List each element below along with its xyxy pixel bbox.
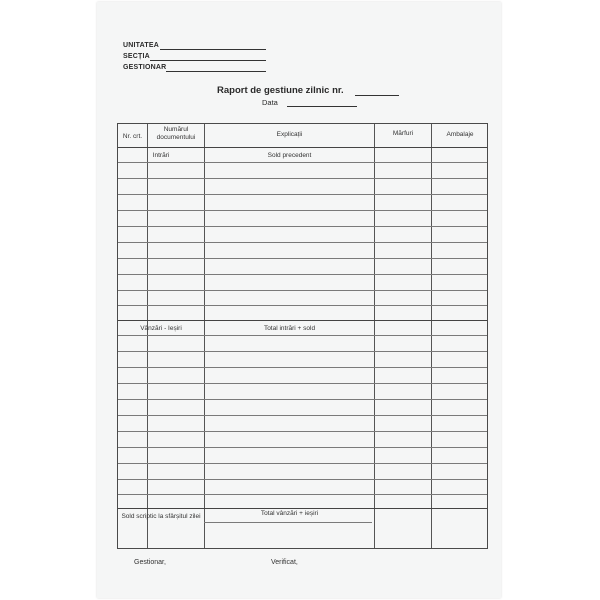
gestionar-label: GESTIONAR [123, 64, 167, 71]
unitatea-label: UNITATEA [123, 42, 159, 49]
row-divider [118, 147, 487, 148]
gestionar-field[interactable] [166, 71, 266, 72]
sectia-label: SECȚIA [123, 53, 150, 60]
footer-verificat: Verificat, [271, 559, 298, 566]
row-divider [118, 178, 487, 179]
row-divider [118, 399, 487, 400]
row-divider [118, 351, 487, 352]
row-divider [118, 431, 487, 432]
row-divider [118, 463, 487, 464]
sold-precedent-label: Sold precedent [267, 152, 312, 159]
report-number-field[interactable] [355, 95, 399, 96]
footer-gestionar: Gestionar, [134, 559, 166, 566]
section-divider [118, 508, 487, 509]
col-header-nr: Nr. crt. [122, 133, 143, 140]
row-divider [118, 226, 487, 227]
col-divider [204, 124, 205, 548]
section-vanzari-iesiri: Vânzări - Ieșiri [140, 325, 182, 332]
row-divider [118, 415, 487, 416]
col-divider [147, 124, 148, 548]
row-divider [118, 494, 487, 495]
col-header-marfuri: Mărfuri [392, 130, 414, 137]
row-divider [118, 210, 487, 211]
row-divider [118, 383, 487, 384]
col-header-doc: Numărul documentului [156, 126, 196, 141]
col-header-ambalaje: Ambalaje [446, 131, 474, 138]
date-label: Data [262, 98, 278, 107]
row-divider [118, 162, 487, 163]
col-divider [431, 124, 432, 548]
unitatea-field[interactable] [160, 49, 266, 50]
report-table [117, 123, 488, 549]
row-divider [118, 479, 487, 480]
sectia-field[interactable] [150, 60, 266, 61]
row-divider [118, 367, 487, 368]
sold-scriptic-label: Sold scriptic la sfârșitul zilei [121, 513, 201, 520]
row-divider [118, 335, 487, 336]
row-divider [118, 305, 487, 306]
row-divider [118, 258, 487, 259]
section-intrari: Intrări [152, 152, 170, 159]
row-divider [204, 522, 372, 523]
report-title: Raport de gestiune zilnic nr. [217, 85, 344, 96]
row-divider [118, 274, 487, 275]
col-divider [374, 124, 375, 548]
total-vanzari-iesiri-label: Total vânzări + ieșiri [260, 510, 319, 517]
date-field[interactable] [287, 106, 357, 107]
row-divider [118, 447, 487, 448]
col-header-explicatii: Explicații [276, 131, 303, 138]
row-divider [118, 242, 487, 243]
row-divider [118, 194, 487, 195]
row-divider [118, 290, 487, 291]
section-divider [118, 320, 487, 321]
total-intrari-sold-label: Total intrări + sold [263, 325, 316, 332]
